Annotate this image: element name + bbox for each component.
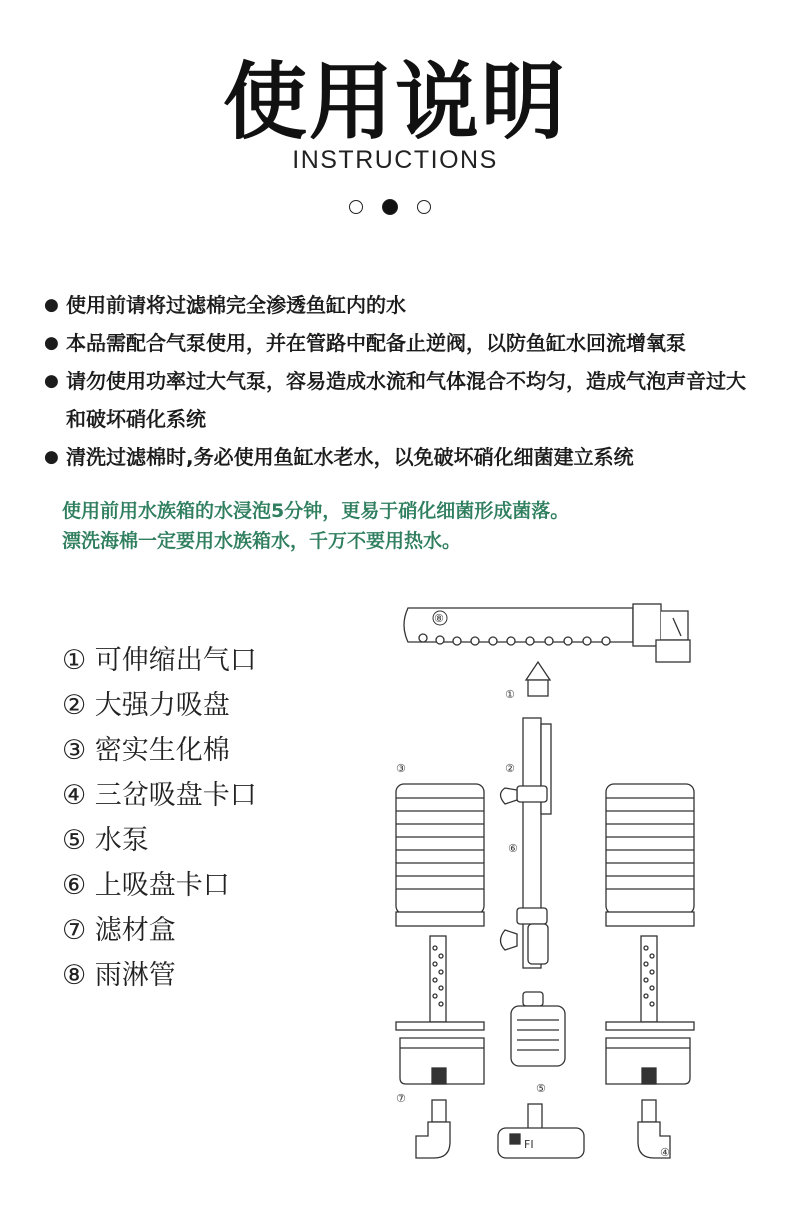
page-title: 使用说明 bbox=[222, 53, 567, 151]
inner-tube-right bbox=[641, 936, 657, 1022]
callout-1: ① bbox=[505, 688, 515, 701]
water-pump bbox=[511, 992, 565, 1066]
outlet-nozzle bbox=[526, 662, 550, 696]
media-box-left bbox=[400, 1038, 484, 1084]
inner-tube-left bbox=[430, 936, 446, 1022]
callout-5: ⑤ bbox=[536, 1082, 546, 1095]
note-text: 使用前请将过滤棉完全渗透鱼缸内的水 bbox=[66, 293, 406, 317]
t-connector bbox=[498, 1104, 584, 1158]
legend-item: ⑦ 滤材盒 bbox=[62, 915, 176, 946]
pager-dots bbox=[349, 200, 431, 215]
tip-text: 使用前用水族箱的水浸泡5分钟，更易于硝化细菌形成菌落。 bbox=[62, 500, 570, 522]
parts-legend bbox=[62, 638, 257, 998]
legend-item: ② 大强力吸盘 bbox=[62, 690, 230, 721]
pager-dot-3[interactable] bbox=[417, 200, 431, 214]
legend-item: ⑧ 雨淋管 bbox=[62, 960, 176, 991]
callout-7: ⑦ bbox=[396, 1092, 406, 1105]
note-text: 本品需配合气泵使用，并在管路中配备止逆阀，以防鱼缸水回流增氧泵 bbox=[66, 331, 686, 355]
media-box-right bbox=[606, 1038, 690, 1084]
legend-item: ⑤ 水泵 bbox=[62, 825, 149, 856]
callout-4: ④ bbox=[660, 1146, 670, 1159]
callout-8: ⑧ bbox=[434, 612, 444, 625]
note-text: 请勿使用功率过大气泵，容易造成水流和气体混合不均匀，造成气泡声音过大和破坏硝化系统 bbox=[66, 369, 746, 431]
page-subtitle: INSTRUCTIONS bbox=[292, 146, 498, 174]
elbow-left bbox=[416, 1100, 450, 1158]
sponge-right bbox=[606, 784, 694, 926]
callout-3: ③ bbox=[396, 762, 406, 775]
spray-bar bbox=[404, 604, 690, 662]
legend-item: ④ 三岔吸盘卡口 bbox=[62, 780, 257, 811]
legend-item: ① 可伸缩出气口 bbox=[62, 645, 257, 676]
legend-item: ③ 密实生化棉 bbox=[62, 735, 230, 766]
bullet-icon: ● bbox=[44, 295, 59, 315]
usage-notes bbox=[44, 286, 764, 476]
sponge-left bbox=[396, 784, 484, 926]
note-item bbox=[44, 438, 764, 476]
tips-block bbox=[62, 496, 762, 556]
bullet-icon: ● bbox=[44, 447, 59, 467]
note-item bbox=[44, 286, 764, 324]
callout-2: ② bbox=[505, 762, 515, 775]
callout-6: ⑥ bbox=[508, 842, 518, 855]
bullet-icon: ● bbox=[44, 333, 59, 353]
pump-label: FI bbox=[524, 1138, 534, 1151]
exploded-diagram bbox=[378, 596, 718, 1176]
note-text: 清洗过滤棉时,务必使用鱼缸水老水，以免破坏硝化细菌建立系统 bbox=[66, 445, 634, 469]
note-item bbox=[44, 362, 764, 438]
pager-dot-1[interactable] bbox=[349, 200, 363, 214]
note-item bbox=[44, 324, 764, 362]
bullet-icon: ● bbox=[44, 371, 59, 391]
pager-dot-2-active[interactable] bbox=[382, 199, 398, 215]
legend-item: ⑥ 上吸盘卡口 bbox=[62, 870, 230, 901]
tip-text: 漂洗海棉一定要用水族箱水，千万不要用热水。 bbox=[62, 530, 462, 552]
